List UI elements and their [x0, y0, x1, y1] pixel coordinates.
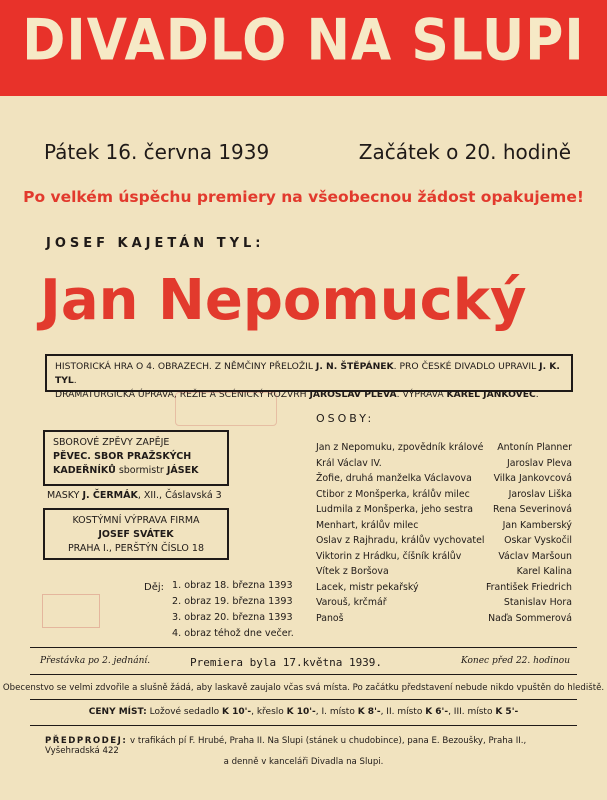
acts-label: Děj:	[144, 582, 164, 593]
description-line-2: DRAMATURGICKÁ ÚPRAVA, REŽIE A SCÉNICKÝ ROZVRH JAROSLAV PLEVA. VÝPRAVA KAREL JANKOVEC.	[55, 389, 539, 400]
description-line-1: HISTORICKÁ HRA O 4. OBRAZECH. Z NĚMČINY PŘELOŽIL J. N. ŠTĚPÁNEK. PRO ČESKÉ DIVADLO UPRAVIL J. K. TYL.	[55, 361, 560, 386]
performance-date: Pátek 16. června 1939	[44, 140, 270, 164]
author: JOSEF KAJETÁN TYL:	[46, 236, 265, 251]
cast-row: Lacek, mistr pekařský František Friedrich	[316, 581, 572, 593]
presale-info-2: a denně v kanceláři Divadla na Slupi.	[223, 757, 384, 767]
act-item: 1. obraz 18. března 1393	[172, 580, 293, 591]
choir-box	[43, 430, 229, 486]
cast-row: Oslav z Rajhradu, králův vychovatel Oskar Vyskočil	[316, 535, 572, 546]
act-item: 2. obraz 19. března 1393	[172, 596, 293, 607]
costume-box	[43, 508, 229, 560]
audience-notice: Obecenstvo se velmi zdvořile a slušně žádá, aby laskavě zaujalo včas svá místa. Po začátku představení nebude nikdo vpuštěn do hlediště.	[2, 683, 605, 693]
seat-prices: CENY MÍST: Ložové sedadlo K 10'-, křeslo K 10'-, I. místo K 8'-, II. místo K 6'-, III. místo K 5'-	[88, 707, 519, 717]
cast-row: Viktorin z Hrádku, číšník králův Václav Maršoun	[316, 550, 572, 562]
masks-credit: MASKY J. ČERMÁK, XII., Čáslavská 3	[47, 490, 222, 501]
cast-row: Žofie, druhá manželka Václavova Vilka Jankovcová	[316, 473, 572, 484]
play-title: Jan Nepomucký	[40, 268, 527, 333]
choir-line-1: SBOROVÉ ZPĚVY ZAPĚJE	[53, 437, 170, 448]
cast-row: Král Václav IV. Jaroslav Pleva	[316, 457, 572, 469]
costume-line-1: KOSTÝMNÍ VÝPRAVA FIRMA	[72, 515, 200, 526]
theatre-banner	[0, 0, 607, 96]
choir-line-3: KADEŘNÍKŮ sbormistr JÁSEK	[53, 465, 199, 476]
costume-line-2: JOSEF SVÁTEK	[98, 529, 174, 540]
cast-row: Jan z Nepomuku, zpovědník králové Antonín Planner	[316, 442, 572, 453]
divider	[30, 674, 577, 675]
premiere-note: Premiera byla 17.května 1939.	[190, 656, 383, 669]
acts-list	[172, 578, 294, 642]
end-note: Konec před 22. hodinou	[461, 656, 570, 666]
divider	[30, 725, 577, 726]
costume-line-3: PRAHA I., PERŠTÝN ČÍSLO 18	[67, 543, 205, 554]
cast-row: Varouš, krčmář Stanislav Hora	[316, 597, 572, 608]
cast-row: Vítek z Boršova Karel Kalina	[316, 566, 572, 577]
start-time: Začátek o 20. hodině	[358, 140, 571, 164]
cast-row: Ludmila z Monšperka, jeho sestra Rena Severinová	[316, 504, 572, 515]
repeat-notice: Po velkém úspěchu premiery na všeobecnou žádost opakujeme!	[23, 188, 584, 206]
faded-stamp	[175, 392, 277, 426]
description-box	[45, 354, 573, 400]
cast-list	[316, 440, 572, 626]
presale-info: PŘEDPRODEJ: v trafikách pí F. Hrubé, Praha II. Na Slupi (stánek u chudobince), pana E. Bezoušky, Praha II., Vyšehradská 422	[45, 736, 527, 756]
cast-row: Menhart, králův milec Jan Kamberský	[316, 519, 572, 531]
act-item: 3. obraz 20. března 1393	[172, 612, 293, 623]
act-item: 4. obraz téhož dne večer.	[172, 628, 294, 639]
faded-mark	[42, 594, 100, 628]
divider	[30, 647, 577, 648]
pause-note: Přestávka po 2. jednání.	[40, 656, 151, 666]
cast-row: Panoš Naďa Sommerová	[316, 612, 572, 624]
theatre-name: DIVADLO NA SLUPI	[22, 8, 585, 75]
divider	[30, 699, 577, 700]
choir-line-2: PĚVEC. SBOR PRAŽSKÝCH	[53, 451, 192, 462]
cast-row: Ctibor z Monšperka, králův milec Jaroslav Liška	[316, 488, 572, 500]
cast-heading: OSOBY:	[316, 412, 375, 425]
